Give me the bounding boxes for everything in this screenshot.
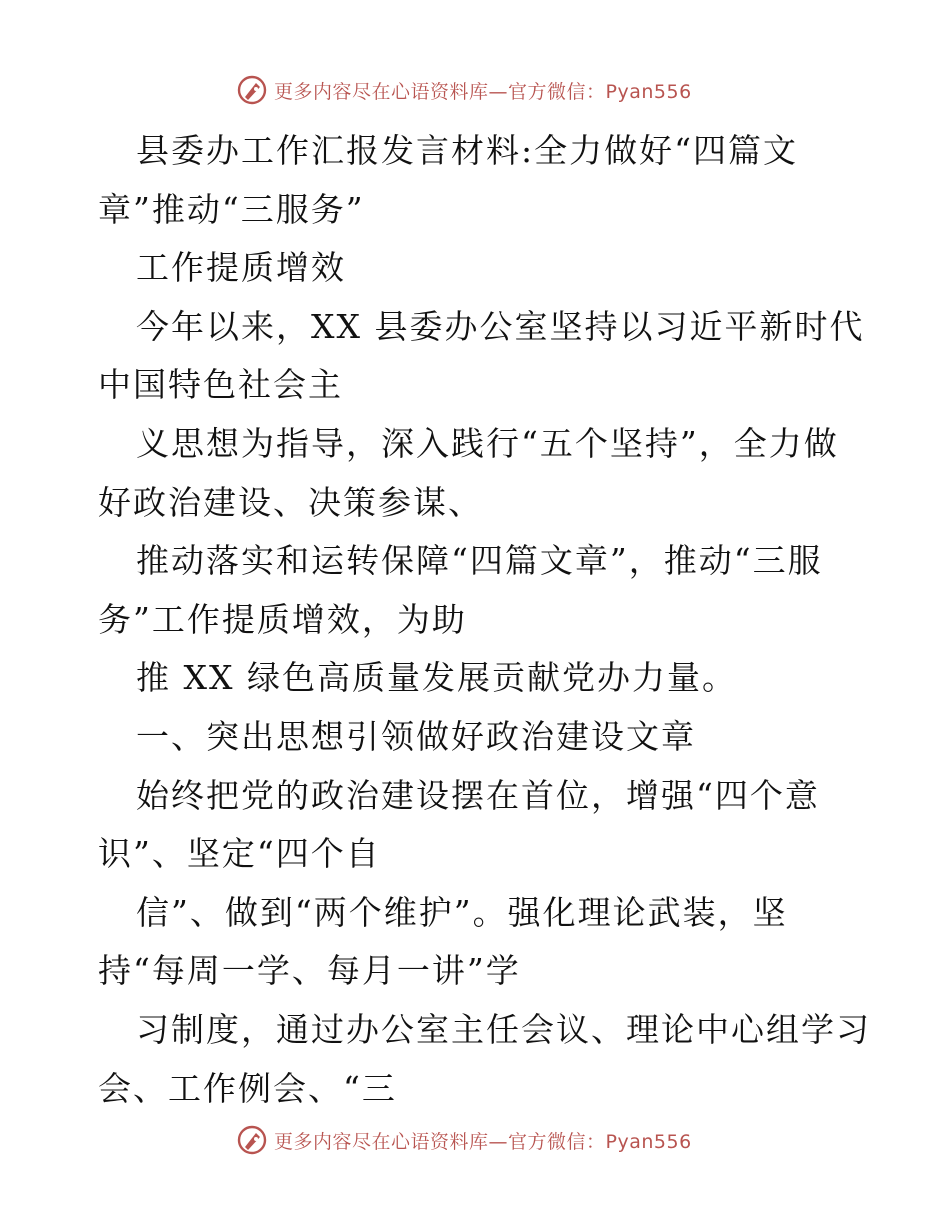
text-line: 今年以来，XX 县委办公室坚持以习近平新时代 [136,306,865,346]
text-line: 持“每周一学、每月一讲”学 [98,951,521,991]
text-line: 推 XX 绿色高质量发展贡献党办力量。 [136,658,737,698]
text-line: 会、工作例会、“三 [98,1068,397,1108]
watermark-banner-bottom [236,1124,692,1156]
text-line: 义思想为指导，深入践行“五个坚持”，全力做 [136,423,839,463]
watermark-banner-top [236,74,692,106]
pen-nib-icon [236,1124,268,1156]
text-line: 中国特色社会主 [98,365,343,405]
text-line: 推动落实和运转保障“四篇文章”，推动“三服 [136,541,823,581]
text-line: 务”工作提质增效，为助 [98,599,467,639]
text-line: 信”、做到“两个维护”。强化理论武装，坚 [136,892,788,932]
watermark-text: 更多内容尽在心语资料库—官方微信：Pyan556 [274,80,692,103]
watermark-text: 更多内容尽在心语资料库—官方微信：Pyan556 [274,1130,692,1153]
text-line: 始终把党的政治建设摆在首位，增强“四个意 [136,775,820,815]
text-line: 章”推动“三服务” [98,189,365,229]
text-line: 好政治建设、决策参谋、 [98,482,483,522]
text-line: 工作提质增效 [136,248,346,288]
pen-nib-icon [236,74,268,106]
text-line: 一、突出思想引领做好政治建设文章 [136,716,696,756]
text-line: 识”、坚定“四个自 [98,834,381,874]
text-line: 县委办工作汇报发言材料:全力做好“四篇文 [136,131,798,170]
text-line: 习制度，通过办公室主任会议、理论中心组学习 [136,1009,871,1049]
document-body [98,122,888,1118]
